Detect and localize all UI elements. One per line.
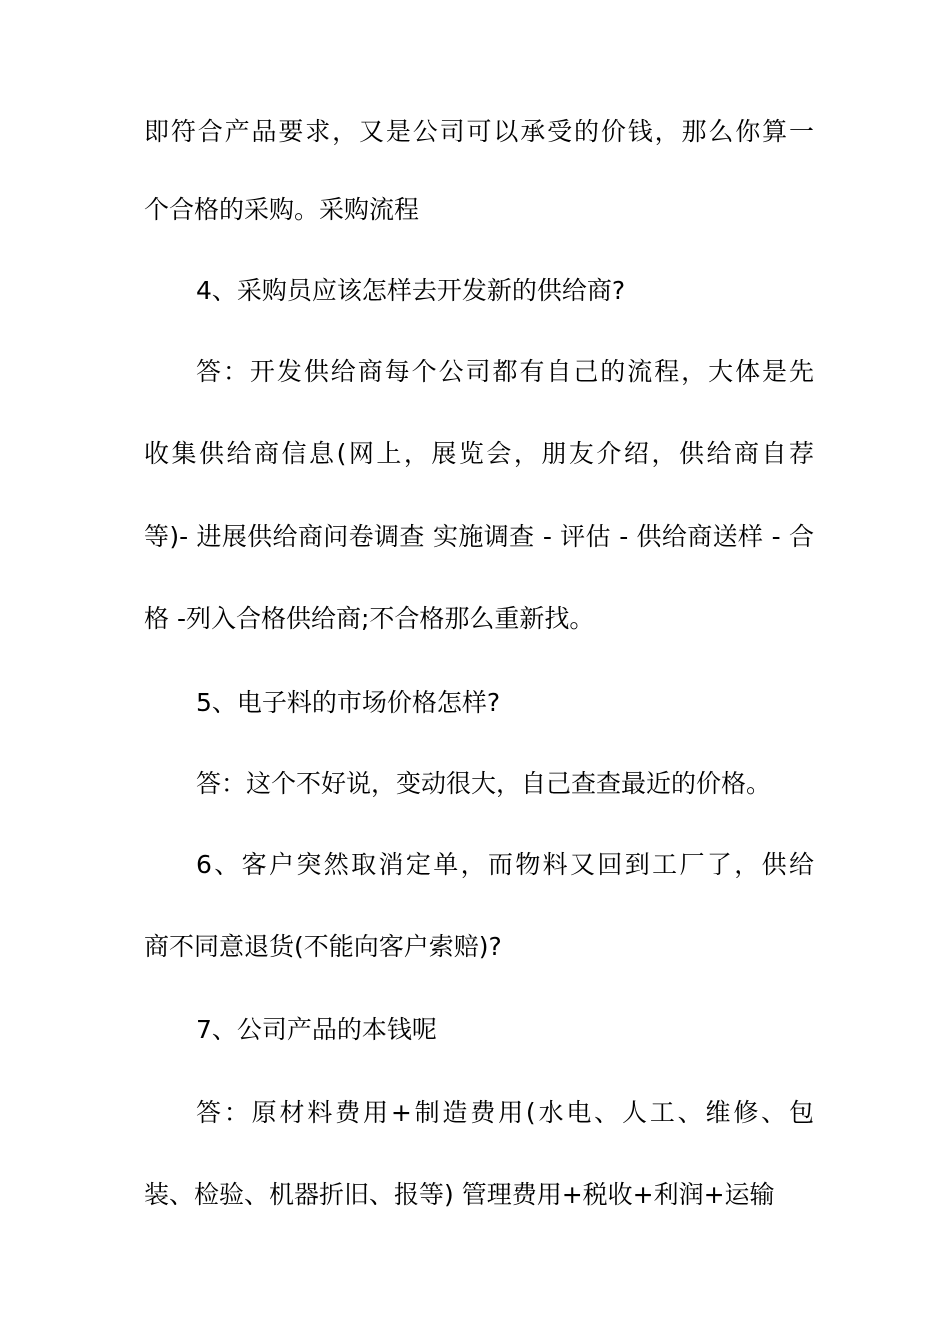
answer-4-line-2: 收集供给商信息(网上，展览会，朋友介绍，供给商自荐 <box>144 439 814 468</box>
text-line-1: 即符合产品要求，又是公司可以承受的价钱，那么你算一 <box>144 117 814 146</box>
answer-4-line-1: 答：开发供给商每个公司都有自己的流程，大体是先 <box>196 357 814 386</box>
question-6-line-1: 6、客户突然取消定单，而物料又回到工厂了，供给 <box>196 850 814 879</box>
answer-5: 答：这个不好说，变动很大，自己查查最近的价格。 <box>196 769 772 798</box>
answer-4-line-4: 格 -列入合格供给商;不合格那么重新找。 <box>144 604 595 633</box>
question-7: 7、公司产品的本钱呢 <box>196 1015 437 1044</box>
question-4: 4、采购员应该怎样去开发新的供给商? <box>196 276 626 305</box>
text-line-2: 个合格的采购。采购流程 <box>144 195 420 224</box>
answer-7-line-2: 装、检验、机器折旧、报等) 管理费用+税收+利润+运输 <box>144 1180 775 1209</box>
answer-4-line-3: 等)- 进展供给商问卷调查 实施调查 - 评估 - 供给商送样 - 合 <box>144 522 814 551</box>
answer-7-line-1: 答：原材料费用+制造费用(水电、人工、维修、包 <box>196 1098 814 1127</box>
question-6-line-2: 商不同意退货(不能向客户索赔)? <box>144 932 502 961</box>
question-5: 5、电子料的市场价格怎样? <box>196 688 501 717</box>
